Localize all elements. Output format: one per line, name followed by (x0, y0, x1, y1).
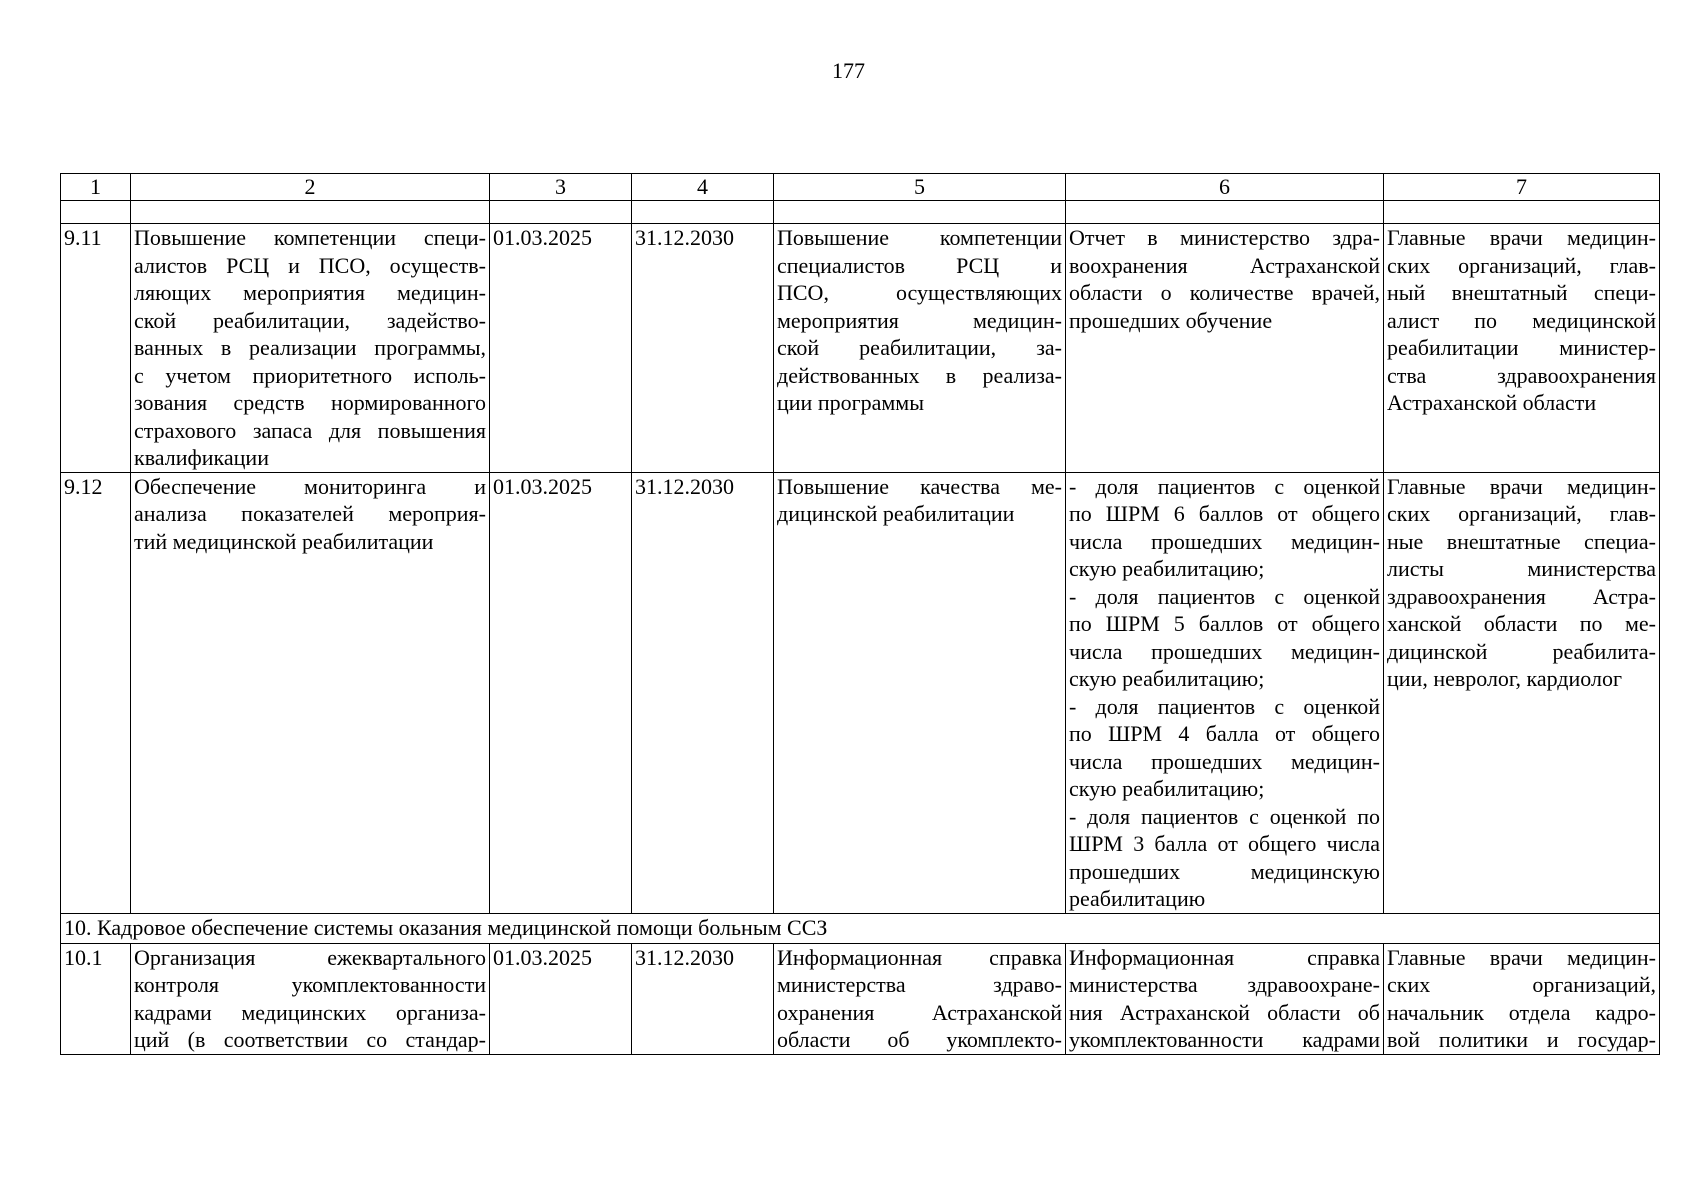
text-line: скую реабилитацию; (1069, 776, 1265, 801)
text-line: кадрами медицинских организа- (134, 999, 486, 1025)
empty-row (61, 201, 1660, 224)
text-line: по ШРМ 4 балла от общего (1069, 721, 1380, 746)
text-line: Организация ежеквартального (134, 944, 486, 970)
text-line: Повышение компетенции (777, 225, 1062, 250)
text-line: скую реабилитацию; (1069, 666, 1265, 691)
text-line: числа прошедших медицин- (1069, 528, 1380, 554)
responsible-cell (1384, 224, 1660, 473)
text-line: действованных в реализа- (777, 362, 1062, 388)
text-line: реабилитацию (1069, 886, 1206, 911)
responsible-cell (1384, 943, 1660, 1054)
row-number: 10.1 (61, 943, 131, 1054)
text-line: Повышение компетенции специ- (134, 225, 486, 250)
text-line: ских организаций, (1387, 972, 1656, 997)
indicator-cell (1066, 472, 1384, 913)
section-row (61, 913, 1660, 943)
text-line: прошедших медицинскую (1069, 858, 1380, 884)
text-line: квалификации (134, 445, 269, 470)
text-line: Информационная справка (1069, 944, 1380, 970)
text-line: зования средств нормированного (134, 390, 486, 415)
text-line: скую реабилитацию; (1069, 556, 1265, 581)
text-line: тий медицинской реабилитации (134, 528, 434, 554)
text-line: Главные врачи медицин- (1387, 225, 1656, 250)
text-line: Информационная справка (777, 944, 1062, 970)
text-line: области об укомплекто- (777, 1027, 1062, 1052)
text-line: ской реабилитации, задейство- (134, 307, 486, 333)
text-line: - доля пациентов с оценкой (1069, 473, 1380, 499)
text-line: ные внештатные специа- (1387, 528, 1656, 554)
indicator-cell (1066, 943, 1384, 1054)
event-cell (131, 472, 490, 913)
text-line: с учетом приоритетного исполь- (134, 362, 486, 388)
result-cell (774, 472, 1066, 913)
text-line: - доля пациентов с оценкой (1069, 693, 1380, 719)
column-number: 4 (632, 174, 774, 201)
text-line: воохранения Астраханской (1069, 252, 1380, 278)
column-number: 3 (490, 174, 632, 201)
row-number: 9.11 (61, 224, 131, 473)
text-line: Отчет в министерство здра- (1069, 225, 1380, 250)
text-line: охранения Астраханской (777, 999, 1062, 1025)
start-date: 01.03.2025 (490, 224, 632, 473)
text-line: вой политики и государ- (1387, 1027, 1656, 1052)
text-line: алист по медицинской (1387, 307, 1656, 333)
column-number: 2 (131, 174, 490, 201)
text-line: числа прошедших медицин- (1069, 638, 1380, 664)
text-line: числа прошедших медицин- (1069, 748, 1380, 774)
text-line: - доля пациентов с оценкой по (1069, 803, 1380, 829)
column-number: 1 (61, 174, 131, 201)
text-line: министерства здраво- (777, 972, 1062, 997)
text-line: укомплектованности кадрами (1069, 1027, 1380, 1052)
text-line: Главные врачи медицин- (1387, 473, 1656, 499)
measures-table (60, 173, 1660, 1055)
text-line: ШРМ 3 балла от общего числа (1069, 831, 1380, 856)
text-line: страхового запаса для повышения (134, 417, 486, 443)
start-date: 01.03.2025 (490, 943, 632, 1054)
table-row (61, 224, 1660, 473)
text-line: ций (в соответствии со стандар- (134, 1027, 486, 1052)
text-line: ный внештатный специ- (1387, 280, 1656, 305)
text-line: ства здравоохранения (1387, 362, 1656, 388)
indicator-cell (1066, 224, 1384, 473)
text-line: Повышение качества ме- (777, 473, 1062, 499)
event-cell (131, 943, 490, 1054)
text-line: ской реабилитации, за- (777, 335, 1062, 360)
event-cell (131, 224, 490, 473)
text-line: мероприятия медицин- (777, 307, 1062, 333)
text-line: ции, невролог, кардиолог (1387, 666, 1622, 691)
text-line: - доля пациентов с оценкой (1069, 583, 1380, 609)
text-line: дицинской реабилитации (777, 501, 1015, 526)
table-row (61, 472, 1660, 913)
column-number: 7 (1384, 174, 1660, 201)
text-line: прошедших обучение (1069, 307, 1273, 333)
text-line: дицинской реабилита- (1387, 638, 1656, 664)
text-line: анализа показателей мероприя- (134, 501, 486, 526)
text-line: по ШРМ 6 баллов от общего (1069, 501, 1380, 526)
text-line: Обеспечение мониторинга и (134, 473, 486, 499)
section-title: 10. Кадровое обеспечение системы оказания медицинской помощи больным ССЗ (61, 913, 1660, 943)
text-line: ских организаций, глав- (1387, 501, 1656, 526)
text-line: алистов РСЦ и ПСО, осуществ- (134, 252, 486, 278)
text-line: ванных в реализации программы, (134, 335, 486, 360)
result-cell (774, 943, 1066, 1054)
text-line: специалистов РСЦ и (777, 252, 1062, 278)
end-date: 31.12.2030 (632, 472, 774, 913)
start-date: 01.03.2025 (490, 472, 632, 913)
row-number: 9.12 (61, 472, 131, 913)
text-line: области о количестве врачей, (1069, 280, 1380, 305)
end-date: 31.12.2030 (632, 224, 774, 473)
text-line: ПСО, осуществляющих (777, 280, 1062, 305)
text-line: по ШРМ 5 баллов от общего (1069, 611, 1380, 636)
text-line: листы министерства (1387, 556, 1656, 581)
table-row (61, 943, 1660, 1054)
text-line: Астраханской области (1387, 390, 1597, 415)
result-cell (774, 224, 1066, 473)
text-line: реабилитации министер- (1387, 335, 1656, 360)
end-date: 31.12.2030 (632, 943, 774, 1054)
responsible-cell (1384, 472, 1660, 913)
text-line: контроля укомплектованности (134, 972, 486, 997)
column-number-row (61, 174, 1660, 201)
column-number: 6 (1066, 174, 1384, 201)
text-line: ляющих мероприятия медицин- (134, 280, 486, 305)
column-number: 5 (774, 174, 1066, 201)
text-line: начальник отдела кадро- (1387, 999, 1656, 1025)
page-number: 177 (832, 58, 865, 83)
text-line: ханской области по ме- (1387, 611, 1656, 636)
text-line: ции программы (777, 390, 925, 415)
text-line: министерства здравоохране- (1069, 972, 1380, 997)
text-line: здравоохранения Астра- (1387, 583, 1656, 609)
text-line: ских организаций, глав- (1387, 252, 1656, 278)
text-line: ния Астраханской области об (1069, 999, 1380, 1025)
text-line: Главные врачи медицин- (1387, 944, 1656, 970)
